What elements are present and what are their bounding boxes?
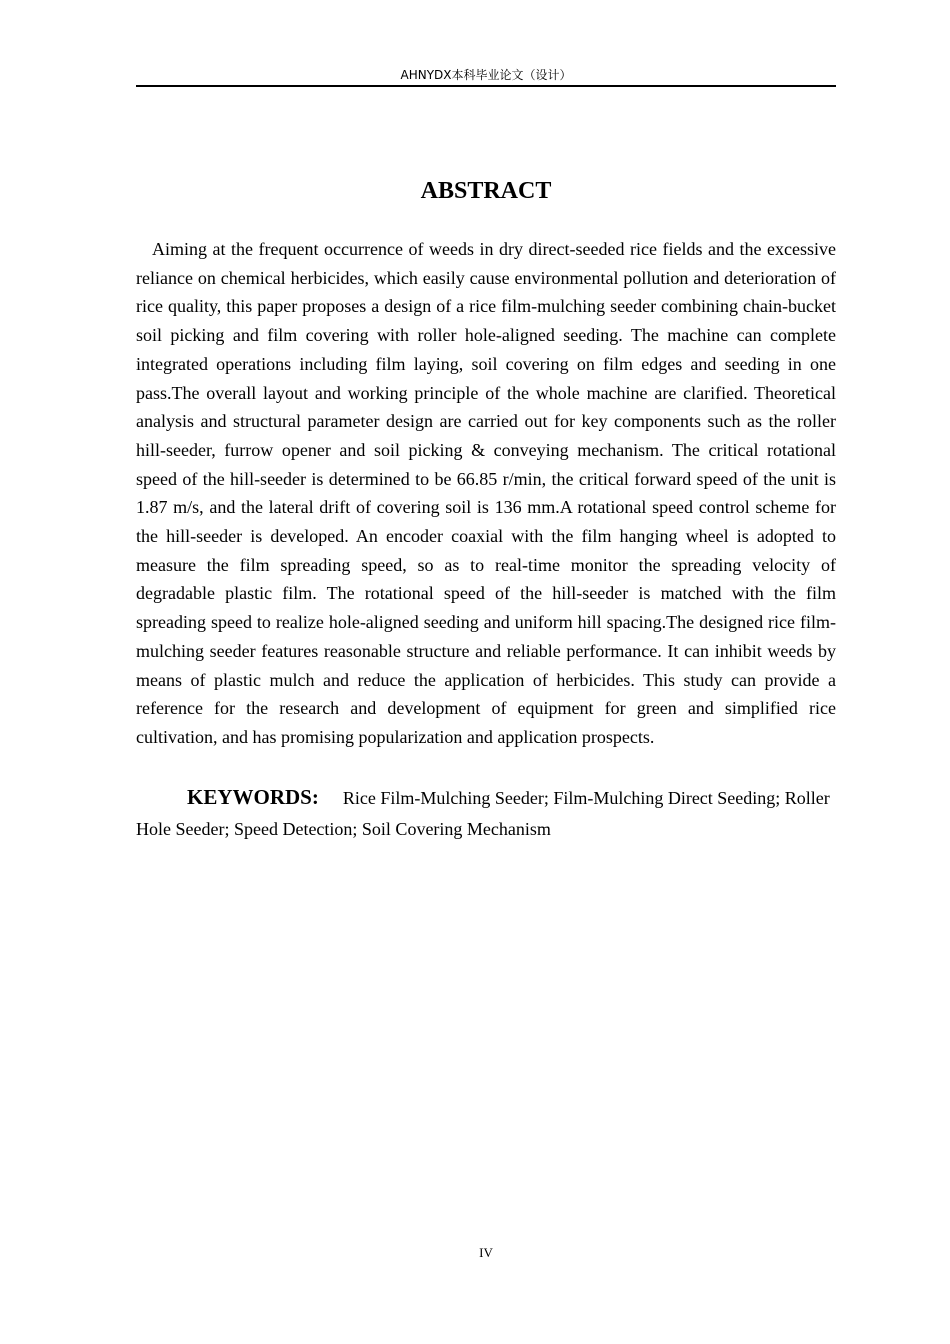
abstract-title: ABSTRACT [420, 178, 552, 204]
keywords-text: Rice Film-Mulching Seeder; Film-Mulching Direct Seeding; Roller Hole Seeder; Speed Detection; Soil Covering Mechanism [136, 788, 830, 839]
keywords-paragraph [136, 782, 836, 845]
running-header: AHNYDX本科毕业论文（设计） [400, 68, 572, 82]
abstract-body: Aiming at the frequent occurrence of weeds in dry direct-seeded rice fields and the excessive reliance on chemical herbicides, which easily cause environmental pollution and deterioration of rice quality, this paper proposes a design of a rice film-mulching seeder combining chain-bucket soil picking and film covering with roller hole-aligned seeding. The machine can complete integrated operations including film laying, soil covering on film edges and seeding in one pass.The overall layout and working principle of the whole machine are clarified. Theoretical analysis and structural parameter design are carried out for key components such as the roller hill-seeder, furrow opener and soil picking & conveying mechanism. The critical rotational speed of the hill-seeder is determined to be 66.85 r/min, the critical forward speed of the unit is 1.87 m/s, and the lateral drift of covering soil is 136 mm.A rotational speed control scheme for the hill-seeder is developed. An encoder coaxial with the film hanging wheel is adopted to measure the film spreading speed, so as to real-time monitor the spreading velocity of degradable plastic film. The rotational speed of the hill-seeder is matched with the film spreading speed to realize hole-aligned seeding and uniform hill spacing.The designed rice film-mulching seeder features reasonable structure and reliable performance. It can inhibit weeds by means of plastic mulch and reduce the application of herbicides. This study can provide a reference for the research and development of equipment for green and simplified rice cultivation, and has promising popularization and application prospects. [136, 239, 836, 747]
keywords-label: KEYWORDS: [187, 785, 319, 809]
page-number: IV [479, 1245, 493, 1260]
header-rule [136, 85, 836, 87]
